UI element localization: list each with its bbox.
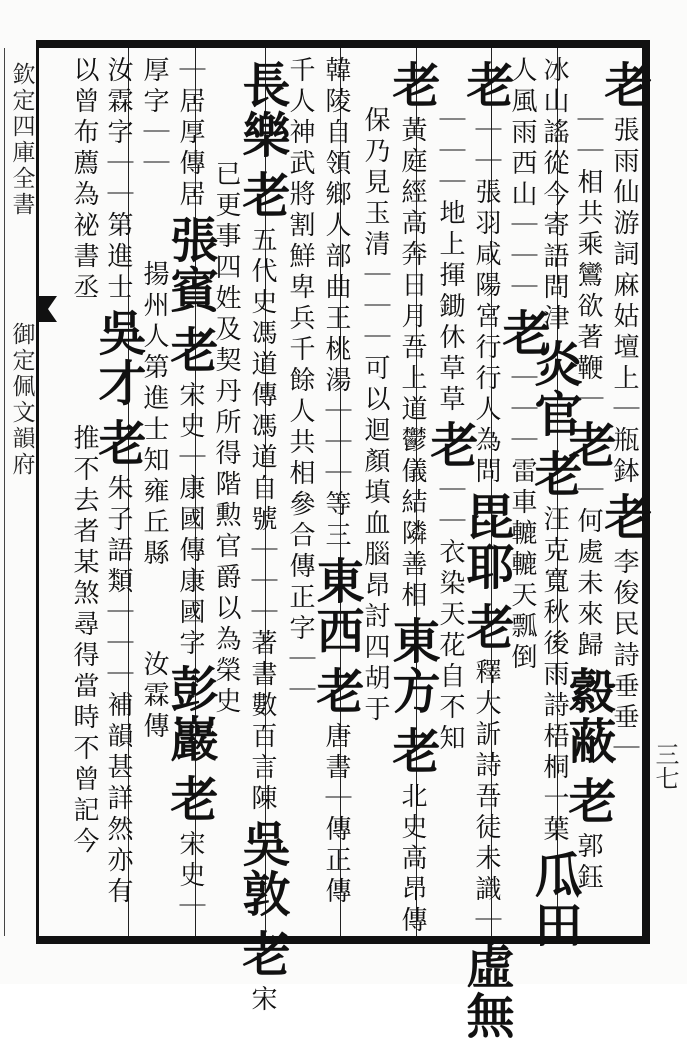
headword: 老 — [90, 418, 146, 468]
headword: 老 — [596, 60, 652, 110]
headword: 東西 — [308, 556, 364, 656]
headword: 老 — [494, 308, 550, 358]
headword: 炎官 — [526, 339, 582, 439]
headword: 老 — [422, 420, 478, 470]
page-frame-left — [36, 40, 39, 944]
headword: 老 — [526, 449, 582, 499]
headword: 老 — [384, 60, 440, 110]
headword: 老 — [162, 325, 218, 375]
column-text: 釋大訢詩吾徒未識｜ — [471, 658, 501, 937]
column-text: 千人神武將割鮮卑兵千餘人共相參合 — [285, 56, 315, 552]
headword: 老 — [162, 774, 218, 824]
headword: 老 — [234, 929, 290, 979]
column-text: ｜何處未來歸 — [573, 476, 603, 662]
column-text: 朱子語類｜｜｜補韻甚詳然亦有 — [103, 474, 133, 908]
column-text: 揚州人第進士知雍丘縣 — [139, 260, 169, 570]
column-text: 厚字｜｜ — [139, 56, 169, 180]
headword: 彭巖 — [162, 664, 218, 764]
book-title: 御定佩文韻府 — [8, 322, 35, 478]
series-title: 欽定四庫全書 — [8, 62, 35, 218]
column-text: 以曾布薦為祕書丞 — [69, 56, 99, 304]
column-text: 宋 — [247, 985, 277, 1016]
headword: 老 — [596, 492, 652, 542]
column-text: 郭鈺 — [573, 832, 603, 894]
column-text: ｜｜｜雷車轆轆天瓢倒 — [507, 364, 537, 674]
headword: 老 — [560, 776, 616, 826]
headword: 張賓 — [162, 215, 218, 315]
column-text: 冰山謠從今寄語問津 — [539, 56, 569, 335]
gutter-series-title — [6, 62, 36, 218]
column-text: 唐書｜傳正傳 — [321, 722, 351, 908]
page-frame-top — [38, 40, 650, 48]
headword: 老 — [234, 170, 290, 220]
column-text: 第進士 — [103, 211, 133, 304]
headword: 縠蔽 — [560, 666, 616, 766]
headword: 毘耶 — [458, 492, 514, 592]
headword: 東方 — [384, 616, 440, 716]
column-text: 汝霖字｜｜ — [103, 56, 133, 211]
column-text: 黃庭經高奔日月吾上道鬱儀結隣善相 — [397, 116, 427, 612]
column-text: ｜｜張羽咸陽宮行行人為問 — [471, 116, 501, 488]
column-text: 宋史｜康國傳康國字 — [175, 381, 205, 660]
headword: 虛無 — [458, 941, 514, 1041]
headword: 瓜田 — [526, 850, 582, 950]
headword: 老 — [308, 666, 364, 716]
column-text: 宋史｜ — [175, 830, 205, 923]
column-text: 韓陵自領鄉人部曲王桃湯｜｜｜等三 — [321, 56, 351, 552]
text-column — [54, 56, 114, 858]
headword: 吳才 — [90, 308, 146, 408]
column-text: 汪克寬秋後雨詩梧桐一葉 — [539, 505, 569, 846]
headword: 老 — [458, 60, 514, 110]
column-text: ｜｜衣染天花自不知 — [435, 476, 465, 755]
headword: 長樂 — [234, 60, 290, 160]
column-text: 北史高昂傳 — [397, 782, 427, 937]
column-text: 汝霖傳 — [139, 650, 169, 743]
column-text: 推不去者某煞尋得當時不曾記今 — [69, 424, 99, 858]
headword: 老 — [384, 726, 440, 776]
folio-number: 三七 — [651, 742, 679, 790]
column-text: 人風雨西山｜｜｜ — [507, 56, 537, 304]
column-text: 昂討四胡于 — [360, 571, 390, 726]
headword: 老 — [560, 420, 616, 470]
column-text: 五代史馮道傳馮道自號｜｜｜著書數百言陳 — [247, 226, 277, 815]
column-text: 已更事四姓及契丹所得階勲官爵以為榮 — [211, 160, 241, 687]
gutter-book-title — [6, 322, 36, 478]
headword: 吳敦 — [234, 819, 290, 919]
column-text: 傳正字｜｜ — [285, 552, 315, 707]
headword: 老 — [458, 602, 514, 652]
column-text: ｜｜相共乘鸞欲著鞭｜ — [573, 106, 603, 416]
column-text: 保乃見玉清｜｜｜可以迴顏填血腦 — [360, 106, 390, 571]
outer-margin-rule — [4, 48, 5, 936]
column-text: 張雨仙游詞麻姑壇上｜瓶鉢 — [609, 116, 639, 488]
column-text: ｜｜｜地上揮鋤休草草 — [435, 106, 465, 416]
column-text: 李俊民詩垂垂｜ — [609, 548, 639, 765]
column-text: 史 — [211, 687, 241, 718]
column-text: ｜居厚傳居 — [175, 56, 205, 211]
